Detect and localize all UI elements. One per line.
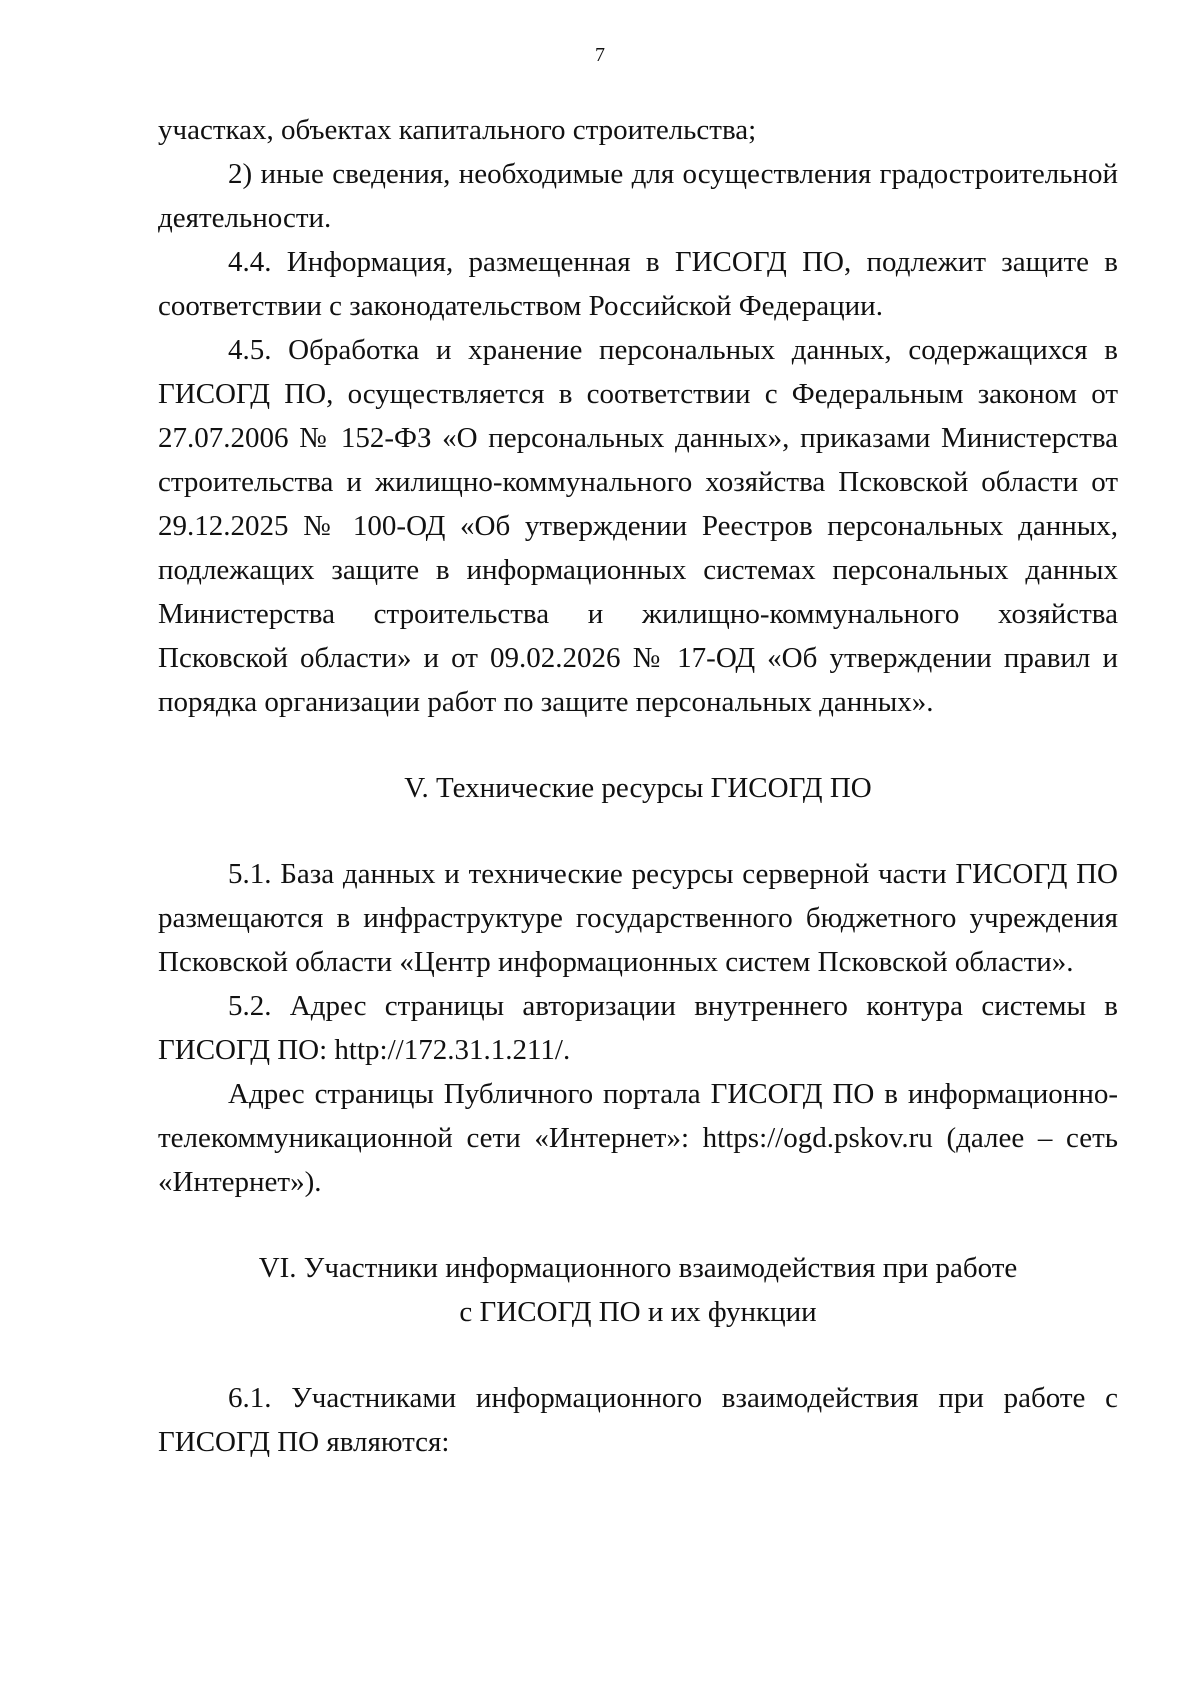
document-body (158, 108, 1118, 1464)
paragraph-4-4: 4.4. Информация, размещенная в ГИСОГД ПО, подлежит защите в соответствии с законодательством Российской Федерации. (158, 246, 1118, 322)
paragraph-5-2: 5.2. Адрес страницы авторизации внутреннего контура системы в ГИСОГД ПО: http://172.31.1.211/. (158, 990, 1118, 1066)
section-heading-6 (158, 1246, 1118, 1334)
paragraph-6-1: 6.1. Участниками информационного взаимодействия при работе с ГИСОГД ПО являются: (158, 1382, 1118, 1458)
paragraph-4-5: 4.5. Обработка и хранение персональных данных, содержащихся в ГИСОГД ПО, осуществляется в соответствии с Федеральным законом от 27.07.2006 № 152-ФЗ «О персональных данных», приказами Министерства строительства и жилищно-коммунального хозяйства Псковской области от 29.12.2025 № 100-ОД «Об утверждении Реестров персональных данных, подлежащих защите в информационных системах персональных данных Министерства строительства и жилищно-коммунального хозяйства Псковской области» и от 09.02.2026 № 17-ОД «Об утверждении правил и порядка организации работ по защите персональных данных». (158, 334, 1118, 718)
section-heading-5: V. Технические ресурсы ГИСОГД ПО (404, 772, 872, 804)
paragraph-portal-address: Адрес страницы Публичного портала ГИСОГД ПО в информационно-телекоммуникационной сети «Интернет»: https://ogd.pskov.ru (далее – сеть «Интернет»). (158, 1078, 1118, 1198)
section-heading-6-line2: с ГИСОГД ПО и их функции (459, 1296, 817, 1328)
page-number: 7 (595, 44, 605, 66)
paragraph-continuation: участках, объектах капитального строительства; (158, 114, 757, 146)
paragraph-5-1: 5.1. База данных и технические ресурсы серверной части ГИСОГД ПО размещаются в инфраструктуре государственного бюджетного учреждения Псковской области «Центр информационных систем Псковской области». (158, 858, 1118, 978)
section-heading-6-line1: VI. Участники информационного взаимодействия при работе (258, 1252, 1018, 1284)
paragraph-item-2: 2) иные сведения, необходимые для осуществления градостроительной деятельности. (158, 158, 1118, 234)
